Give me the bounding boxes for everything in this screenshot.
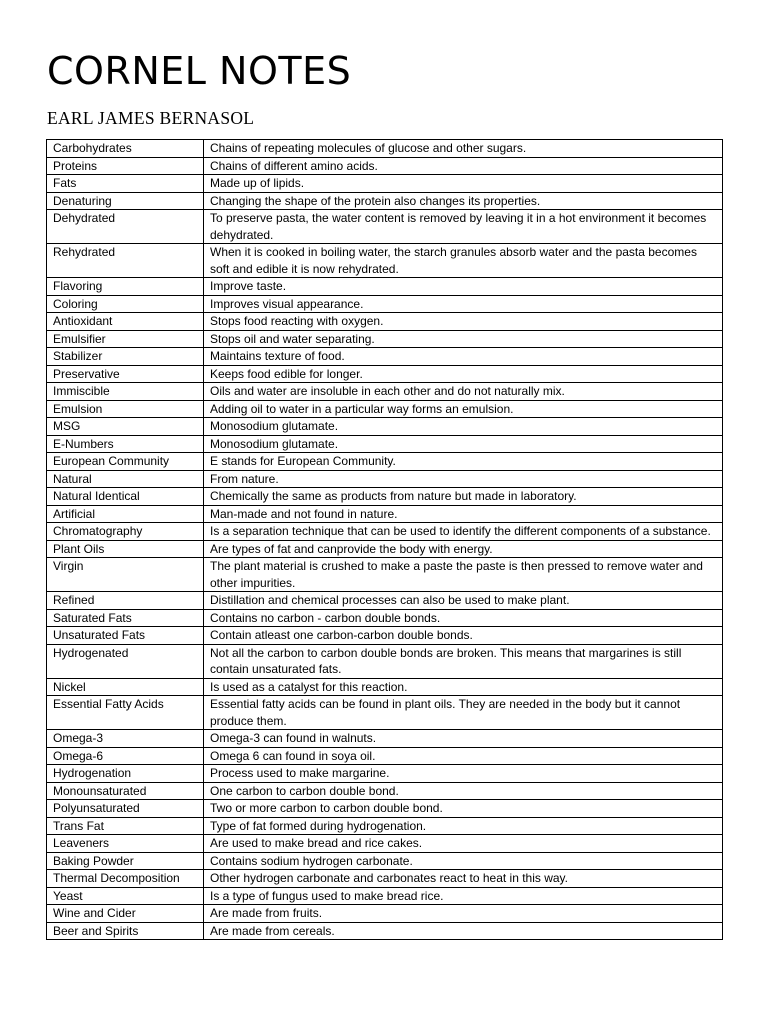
definition-cell: Process used to make margarine. [204, 765, 723, 783]
table-row [47, 175, 723, 193]
table-row [47, 365, 723, 383]
term-cell: Essential Fatty Acids [47, 696, 204, 730]
table-row [47, 905, 723, 923]
definition-cell: To preserve pasta, the water content is removed by leaving it in a hot environment it becomes dehydrated. [204, 210, 723, 244]
definition-cell: Improve taste. [204, 278, 723, 296]
term-cell: Emulsion [47, 400, 204, 418]
definition-cell: Two or more carbon to carbon double bond. [204, 800, 723, 818]
definition-cell: Is used as a catalyst for this reaction. [204, 678, 723, 696]
definition-cell: Stops food reacting with oxygen. [204, 313, 723, 331]
table-row [47, 609, 723, 627]
term-cell: MSG [47, 418, 204, 436]
table-row [47, 852, 723, 870]
notes-table [46, 139, 723, 940]
definition-cell: E stands for European Community. [204, 453, 723, 471]
table-row [47, 400, 723, 418]
term-cell: Beer and Spirits [47, 922, 204, 940]
term-cell: Unsaturated Fats [47, 627, 204, 645]
definition-cell: Omega 6 can found in soya oil. [204, 747, 723, 765]
term-cell: Omega-6 [47, 747, 204, 765]
definition-cell: Essential fatty acids can be found in plant oils. They are needed in the body but it cannot produce them. [204, 696, 723, 730]
term-cell: Preservative [47, 365, 204, 383]
definition-cell: Chemically the same as products from nature but made in laboratory. [204, 488, 723, 506]
term-cell: Nickel [47, 678, 204, 696]
definition-cell: Are made from fruits. [204, 905, 723, 923]
term-cell: European Community [47, 453, 204, 471]
table-row [47, 157, 723, 175]
definition-cell: Monosodium glutamate. [204, 435, 723, 453]
table-row [47, 678, 723, 696]
table-row [47, 488, 723, 506]
term-cell: Virgin [47, 558, 204, 592]
table-row [47, 817, 723, 835]
table-row [47, 418, 723, 436]
table-row [47, 383, 723, 401]
definition-cell: Stops oil and water separating. [204, 330, 723, 348]
definition-cell: One carbon to carbon double bond. [204, 782, 723, 800]
term-cell: Dehydrated [47, 210, 204, 244]
table-row [47, 348, 723, 366]
table-row [47, 505, 723, 523]
table-row [47, 435, 723, 453]
term-cell: Denaturing [47, 192, 204, 210]
table-row [47, 922, 723, 940]
term-cell: Trans Fat [47, 817, 204, 835]
definition-cell: Are used to make bread and rice cakes. [204, 835, 723, 853]
table-row [47, 747, 723, 765]
definition-cell: Contain atleast one carbon-carbon double bonds. [204, 627, 723, 645]
definition-cell: Maintains texture of food. [204, 348, 723, 366]
definition-cell: Made up of lipids. [204, 175, 723, 193]
table-row [47, 295, 723, 313]
term-cell: Chromatography [47, 523, 204, 541]
table-row [47, 627, 723, 645]
definition-cell: When it is cooked in boiling water, the starch granules absorb water and the pasta becomes soft and edible it is now rehydrated. [204, 244, 723, 278]
term-cell: Natural Identical [47, 488, 204, 506]
definition-cell: Keeps food edible for longer. [204, 365, 723, 383]
definition-cell: Chains of different amino acids. [204, 157, 723, 175]
term-cell: Monounsaturated [47, 782, 204, 800]
term-cell: Flavoring [47, 278, 204, 296]
term-cell: E-Numbers [47, 435, 204, 453]
table-row [47, 140, 723, 158]
definition-cell: Is a separation technique that can be used to identify the different components of a substance. [204, 523, 723, 541]
term-cell: Saturated Fats [47, 609, 204, 627]
definition-cell: Type of fat formed during hydrogenation. [204, 817, 723, 835]
definition-cell: Changing the shape of the protein also changes its properties. [204, 192, 723, 210]
term-cell: Hydrogenated [47, 644, 204, 678]
term-cell: Coloring [47, 295, 204, 313]
definition-cell: Man-made and not found in nature. [204, 505, 723, 523]
table-row [47, 644, 723, 678]
table-row [47, 313, 723, 331]
table-row [47, 244, 723, 278]
definition-cell: Contains no carbon - carbon double bonds. [204, 609, 723, 627]
author-name: EARL JAMES BERNASOL [47, 108, 255, 128]
term-cell: Fats [47, 175, 204, 193]
term-cell: Antioxidant [47, 313, 204, 331]
definition-cell: Adding oil to water in a particular way forms an emulsion. [204, 400, 723, 418]
table-row [47, 453, 723, 471]
table-row [47, 558, 723, 592]
term-cell: Thermal Decomposition [47, 870, 204, 888]
table-row [47, 887, 723, 905]
term-cell: Proteins [47, 157, 204, 175]
table-row [47, 730, 723, 748]
term-cell: Natural [47, 470, 204, 488]
term-cell: Rehydrated [47, 244, 204, 278]
table-row [47, 782, 723, 800]
definition-cell: Not all the carbon to carbon double bonds are broken. This means that margarines is still contain unsaturated fats. [204, 644, 723, 678]
table-row [47, 470, 723, 488]
term-cell: Artificial [47, 505, 204, 523]
term-cell: Emulsifier [47, 330, 204, 348]
table-row [47, 210, 723, 244]
notes-table-body [47, 140, 723, 940]
table-row [47, 192, 723, 210]
definition-cell: Are made from cereals. [204, 922, 723, 940]
term-cell: Hydrogenation [47, 765, 204, 783]
term-cell: Plant Oils [47, 540, 204, 558]
table-row [47, 278, 723, 296]
table-row [47, 870, 723, 888]
definition-cell: The plant material is crushed to make a paste the paste is then pressed to remove water and other impurities. [204, 558, 723, 592]
table-row [47, 540, 723, 558]
definition-cell: Oils and water are insoluble in each other and do not naturally mix. [204, 383, 723, 401]
table-row [47, 592, 723, 610]
definition-cell: Monosodium glutamate. [204, 418, 723, 436]
definition-cell: Distillation and chemical processes can also be used to make plant. [204, 592, 723, 610]
definition-cell: Other hydrogen carbonate and carbonates react to heat in this way. [204, 870, 723, 888]
definition-cell: Contains sodium hydrogen carbonate. [204, 852, 723, 870]
definition-cell: From nature. [204, 470, 723, 488]
term-cell: Wine and Cider [47, 905, 204, 923]
term-cell: Refined [47, 592, 204, 610]
table-row [47, 765, 723, 783]
term-cell: Immiscible [47, 383, 204, 401]
term-cell: Baking Powder [47, 852, 204, 870]
term-cell: Yeast [47, 887, 204, 905]
definition-cell: Omega-3 can found in walnuts. [204, 730, 723, 748]
table-row [47, 835, 723, 853]
table-row [47, 330, 723, 348]
table-row [47, 696, 723, 730]
definition-cell: Are types of fat and canprovide the body with energy. [204, 540, 723, 558]
term-cell: Omega-3 [47, 730, 204, 748]
term-cell: Leaveners [47, 835, 204, 853]
definition-cell: Chains of repeating molecules of glucose and other sugars. [204, 140, 723, 158]
definition-cell: Is a type of fungus used to make bread rice. [204, 887, 723, 905]
term-cell: Polyunsaturated [47, 800, 204, 818]
term-cell: Stabilizer [47, 348, 204, 366]
table-row [47, 523, 723, 541]
term-cell: Carbohydrates [47, 140, 204, 158]
definition-cell: Improves visual appearance. [204, 295, 723, 313]
table-row [47, 800, 723, 818]
page-title: CORNEL NOTES [47, 49, 352, 93]
